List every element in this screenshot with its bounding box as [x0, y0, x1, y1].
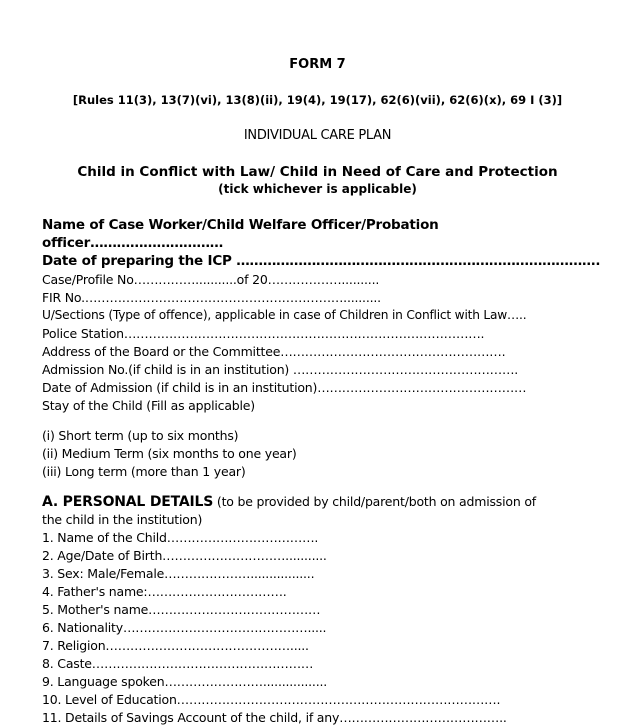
form-title: FORM 7 — [289, 57, 346, 72]
field-sections-offence: U/Sections (Type of offence), applicable in case of Children in Conflict with Law….. — [42, 308, 527, 322]
item-language: 9. Language spoken……………………................. — [42, 674, 328, 689]
field-date-of-admission: Date of Admission (if child is in an institution)…………………………………………… — [42, 380, 527, 395]
section-a-note-cont: the child in the institution) — [42, 512, 203, 527]
stay-option-short: (i) Short term (up to six months) — [42, 428, 239, 443]
item-savings-account: 11. Details of Savings Account of the child, if any………………………………….. — [42, 710, 507, 725]
form-subtitle: INDIVIDUAL CARE PLAN — [243, 128, 392, 143]
stay-option-medium: (ii) Medium Term (six months to one year) — [42, 446, 297, 461]
item-caste: 8. Caste……………………………………………… — [42, 656, 314, 671]
field-fir-no: FIR No.……………………………………………………….......... — [42, 290, 381, 305]
item-sex: 3. Sex: Male/Female…………………................. — [42, 566, 315, 581]
form-instruction: (tick whichever is applicable) — [218, 182, 417, 196]
item-child-name: 1. Name of the Child………………………………. — [42, 530, 319, 545]
field-board-address: Address of the Board or the Committee………………………………………………. — [42, 344, 506, 359]
item-mother-name: 5. Mother's name…………………………………… — [42, 602, 321, 617]
field-case-profile-no: Case/Profile No……………...........of 20……………….......... — [42, 272, 380, 287]
field-case-worker-name: Name of Case Worker/Child Welfare Officer/Probation — [42, 217, 439, 233]
field-case-worker-name-cont: officer………………………… — [42, 235, 224, 251]
item-religion: 7. Religion………………………………………..... — [42, 638, 309, 653]
section-a-header — [42, 494, 536, 510]
rules-reference: [Rules 11(3), 13(7)(vi), 13(8)(ii), 19(4), 19(17), 62(6)(vii), 62(6)(x), 69 I (3)] — [72, 93, 563, 107]
field-stay-of-child: Stay of the Child (Fill as applicable) — [42, 398, 255, 413]
stay-option-long: (iii) Long term (more than 1 year) — [42, 464, 246, 479]
field-police-station: Police Station……………………………………………………………………………. — [42, 326, 485, 341]
field-date-of-icp: Date of preparing the ICP ………………………………………………………………………. — [42, 253, 601, 269]
item-father-name: 4. Father's name:……………………………. — [42, 584, 287, 599]
item-age-dob: 2. Age/Date of Birth…………………………........... — [42, 548, 327, 563]
form-category: Child in Conflict with Law/ Child in Need of Care and Protection — [77, 164, 558, 180]
field-admission-no: Admission No.(if child is in an institution) ………………………………………………. — [42, 362, 519, 377]
section-a-heading: A. PERSONAL DETAILS — [42, 494, 214, 510]
item-education: 10. Level of Education……………………………………………………………………. — [42, 692, 501, 707]
section-a-note: (to be provided by child/parent/both on admission of — [213, 494, 536, 509]
item-nationality: 6. Nationality………………………………………..... — [42, 620, 327, 635]
